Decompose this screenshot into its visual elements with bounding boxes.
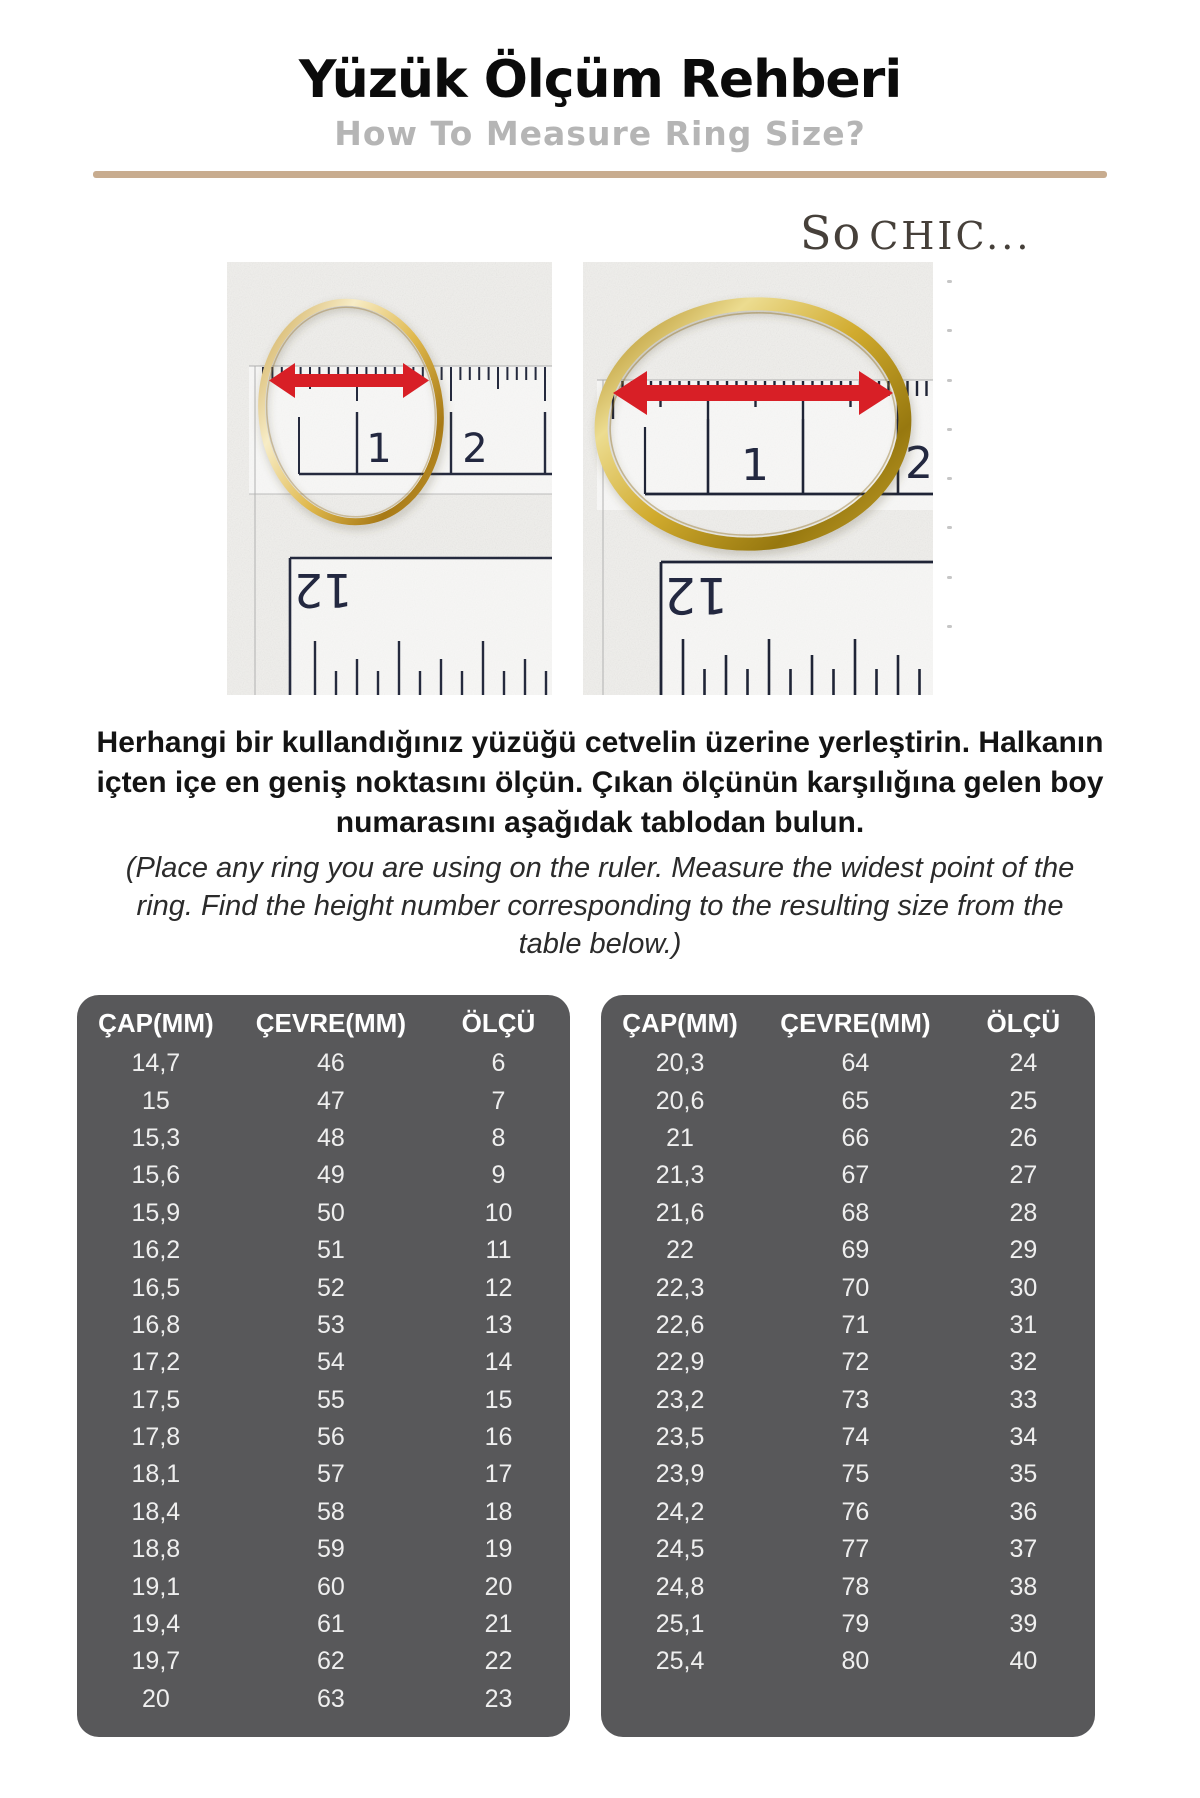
table-cell: 22,9	[655, 1348, 705, 1377]
table-row	[77, 1195, 570, 1232]
table-row	[601, 1456, 1095, 1493]
table-cell: 15,3	[131, 1123, 181, 1152]
table-row	[77, 1494, 570, 1531]
table-body	[601, 1045, 1095, 1681]
table-row	[601, 1082, 1095, 1119]
table-row	[601, 1531, 1095, 1568]
table-cell: 55	[316, 1385, 345, 1414]
column-header-diameter: ÇAP(MM)	[98, 1007, 214, 1038]
table-cell: 58	[316, 1497, 345, 1526]
instructions-turkish-line: içten içe en geniş noktasını ölçün. Çıkan ölçünün karşılığına gelen boy	[96, 766, 1104, 799]
table-cell: 52	[316, 1273, 345, 1302]
table-cell: 50	[316, 1198, 345, 1227]
instructions-turkish-line: numarasını aşağıdak tablodan bulun.	[335, 806, 865, 839]
table-cell: 21	[484, 1610, 513, 1639]
table-cell: 65	[841, 1086, 870, 1115]
ring-photo-right-svg	[583, 262, 933, 695]
table-row	[77, 1307, 570, 1344]
column-header-size: ÖLÇÜ	[461, 1007, 536, 1038]
table-cell: 18,8	[131, 1535, 181, 1564]
instructions-english-line: table below.)	[518, 928, 682, 960]
table-cell: 11	[485, 1236, 512, 1265]
ruler-bottom-section	[661, 562, 933, 695]
table-cell: 10	[484, 1198, 513, 1227]
table-cell: 21,3	[655, 1161, 705, 1190]
table-cell: 15,6	[131, 1161, 181, 1190]
table-cell: 72	[841, 1348, 870, 1377]
table-cell: 18	[484, 1497, 513, 1526]
table-cell: 14	[484, 1348, 513, 1377]
table-row	[77, 1269, 570, 1306]
ruler-number-2: 2	[462, 426, 488, 472]
table-cell: 74	[841, 1423, 870, 1452]
ring-size-table-right	[601, 995, 1095, 1737]
page-subtitle: How To Measure Ring Size?	[334, 114, 866, 153]
table-row	[77, 1568, 570, 1605]
table-cell: 25,4	[655, 1647, 705, 1676]
table-cell: 32	[1009, 1348, 1038, 1377]
ring-photo-left	[227, 262, 552, 695]
table-cell: 39	[1009, 1610, 1038, 1639]
table-row	[601, 1643, 1095, 1680]
table-cell: 49	[316, 1161, 345, 1190]
table-row	[601, 1494, 1095, 1531]
table-cell: 18,4	[131, 1497, 181, 1526]
table-cell: 24,2	[655, 1497, 705, 1526]
table-cell: 20	[141, 1684, 170, 1713]
table-row	[77, 1157, 570, 1194]
table-row	[77, 1643, 570, 1680]
table-cell: 20,3	[655, 1049, 705, 1078]
table-cell: 36	[1009, 1497, 1038, 1526]
table-row	[77, 1681, 570, 1718]
table-cell: 16	[484, 1423, 513, 1452]
table-cell: 54	[316, 1348, 345, 1377]
table-cell: 16,2	[131, 1236, 181, 1265]
table-cell: 19,7	[131, 1647, 181, 1676]
table-cell: 17,8	[131, 1423, 181, 1452]
table-row	[601, 1344, 1095, 1381]
instructions-english-line: (Place any ring you are using on the ruler. Measure the widest point of the	[125, 852, 1075, 884]
table-cell: 22	[484, 1647, 513, 1676]
instructions-turkish	[60, 723, 1140, 843]
table-row	[601, 1269, 1095, 1306]
table-cell: 24	[1009, 1049, 1038, 1078]
table-cell: 57	[316, 1460, 345, 1489]
table-cell: 19	[484, 1535, 513, 1564]
table-row	[601, 1382, 1095, 1419]
table-row	[77, 1120, 570, 1157]
table-cell: 30	[1009, 1273, 1038, 1302]
table-row	[601, 1232, 1095, 1269]
column-header-circumference: ÇEVRE(MM)	[780, 1007, 931, 1038]
table-cell: 40	[1009, 1647, 1038, 1676]
table-cell: 68	[841, 1198, 870, 1227]
table-cell: 15,9	[131, 1198, 181, 1227]
table-cell: 56	[316, 1423, 345, 1452]
table-cell: 75	[841, 1460, 870, 1489]
dotted-line-decoration	[946, 280, 952, 628]
table-body	[77, 1045, 570, 1718]
ruler-number-1: 1	[741, 440, 769, 491]
table-cell: 16,8	[131, 1310, 181, 1339]
table-cell: 8	[491, 1123, 506, 1152]
table-cell: 21,6	[655, 1198, 705, 1227]
table-row	[77, 1082, 570, 1119]
table-cell: 21	[666, 1123, 694, 1152]
table-cell: 20	[484, 1572, 513, 1601]
column-header-diameter: ÇAP(MM)	[622, 1007, 738, 1038]
table-cell: 9	[491, 1161, 506, 1190]
column-header-size: ÖLÇÜ	[986, 1007, 1061, 1038]
table-cell: 6	[491, 1049, 506, 1078]
table-row	[77, 1606, 570, 1643]
table-cell: 16,5	[131, 1273, 181, 1302]
table-cell: 48	[316, 1123, 345, 1152]
table-cell: 23,9	[655, 1460, 705, 1489]
table-cell: 71	[841, 1310, 870, 1339]
ruler-number-12: 12	[664, 566, 728, 624]
table-cell: 64	[841, 1049, 870, 1078]
table-cell: 70	[841, 1273, 870, 1302]
table-cell: 60	[316, 1572, 345, 1601]
instructions-english	[60, 849, 1140, 963]
table-row	[77, 1419, 570, 1456]
brand-so: So	[800, 206, 862, 260]
table-row	[601, 1419, 1095, 1456]
table-cell: 23	[484, 1684, 513, 1713]
ring-size-table-left	[77, 995, 570, 1737]
table-header-row	[77, 1001, 570, 1045]
table-row	[77, 1531, 570, 1568]
table-cell: 17	[484, 1460, 513, 1489]
table-cell: 61	[316, 1610, 345, 1639]
table-cell: 67	[841, 1161, 870, 1190]
table-row	[601, 1606, 1095, 1643]
table-cell: 62	[316, 1647, 345, 1676]
table-cell: 19,1	[131, 1572, 181, 1601]
table-cell: 24,5	[655, 1535, 705, 1564]
table-cell: 69	[841, 1236, 870, 1265]
instructions-turkish-line: Herhangi bir kullandığınız yüzüğü cetvelin üzerine yerleştirin. Halkanın	[96, 726, 1104, 759]
table-cell: 27	[1009, 1161, 1038, 1190]
table-cell: 28	[1009, 1198, 1038, 1227]
table-row	[77, 1045, 570, 1082]
table-row	[601, 1157, 1095, 1194]
page-title: Yüzük Ölçüm Rehberi	[298, 50, 902, 110]
table-row	[77, 1456, 570, 1493]
table-cell: 13	[484, 1310, 513, 1339]
ruler-number-12: 12	[293, 563, 353, 617]
column-header-circumference: ÇEVRE(MM)	[255, 1007, 406, 1038]
table-cell: 23,2	[655, 1385, 705, 1414]
brand-chic: CHIC...	[869, 214, 1032, 258]
table-row	[601, 1195, 1095, 1232]
ruler-bottom-section	[290, 558, 552, 695]
table-cell: 22,3	[655, 1273, 705, 1302]
table-header-row	[601, 1001, 1095, 1045]
table-cell: 22	[666, 1236, 694, 1265]
table-cell: 59	[316, 1535, 345, 1564]
table-cell: 23,5	[655, 1423, 705, 1452]
table-row	[601, 1307, 1095, 1344]
divider-line	[93, 171, 1107, 178]
table-cell: 33	[1009, 1385, 1038, 1414]
table-cell: 24,8	[655, 1572, 705, 1601]
table-row	[77, 1232, 570, 1269]
table-cell: 25,1	[655, 1610, 705, 1639]
table-cell: 79	[841, 1610, 870, 1639]
table-cell: 14,7	[131, 1049, 181, 1078]
table-row	[77, 1344, 570, 1381]
table-cell: 46	[316, 1049, 345, 1078]
table-cell: 76	[841, 1497, 870, 1526]
table-cell: 15	[484, 1385, 513, 1414]
table-row	[77, 1382, 570, 1419]
table-row	[601, 1120, 1095, 1157]
table-row	[601, 1045, 1095, 1082]
table-cell: 80	[841, 1647, 870, 1676]
table-cell: 51	[316, 1236, 345, 1265]
table-cell: 63	[316, 1684, 345, 1713]
table-cell: 73	[841, 1385, 870, 1414]
table-cell: 15	[141, 1086, 170, 1115]
table-cell: 53	[316, 1310, 345, 1339]
table-cell: 47	[316, 1086, 345, 1115]
table-cell: 29	[1009, 1236, 1038, 1265]
table-cell: 78	[841, 1572, 870, 1601]
table-cell: 12	[484, 1273, 513, 1302]
ring-photo-right	[583, 262, 933, 695]
ruler-number-2: 2	[905, 438, 933, 489]
table-cell: 20,6	[655, 1086, 705, 1115]
ruler-number-1: 1	[366, 426, 392, 472]
table-cell: 7	[491, 1086, 506, 1115]
table-cell: 17,2	[131, 1348, 181, 1377]
table-cell: 22,6	[655, 1310, 705, 1339]
table-cell: 38	[1009, 1572, 1038, 1601]
table-cell: 17,5	[131, 1385, 181, 1414]
table-cell: 35	[1009, 1460, 1038, 1489]
instructions-english-line: ring. Find the height number corresponding to the resulting size from the	[136, 890, 1064, 922]
table-cell: 77	[841, 1535, 870, 1564]
table-cell: 19,4	[131, 1610, 181, 1639]
table-cell: 25	[1009, 1086, 1038, 1115]
ring-photo-left-svg	[227, 262, 552, 695]
brand-logo	[800, 206, 1080, 260]
table-cell: 18,1	[131, 1460, 181, 1489]
table-cell: 66	[841, 1123, 870, 1152]
table-row	[601, 1568, 1095, 1605]
table-cell: 26	[1009, 1123, 1038, 1152]
table-cell: 34	[1009, 1423, 1038, 1452]
table-cell: 31	[1009, 1310, 1038, 1339]
table-cell: 37	[1009, 1535, 1038, 1564]
